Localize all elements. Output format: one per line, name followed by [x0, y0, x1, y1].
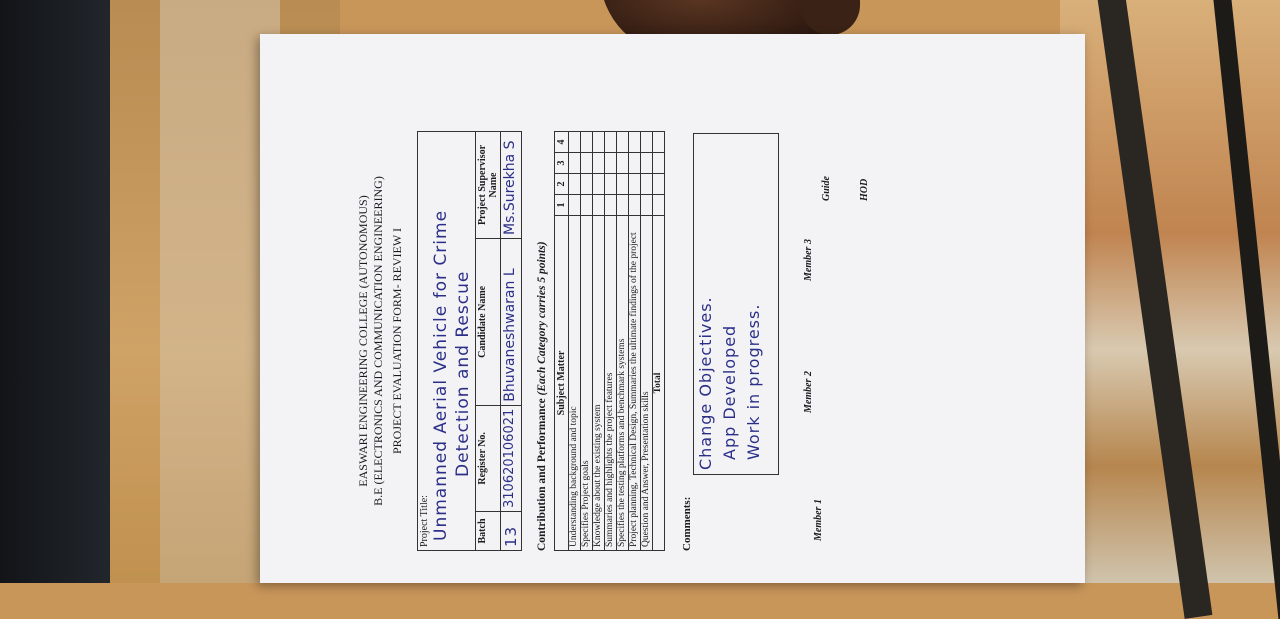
performance-note: (Each Category carries 5 points) — [536, 241, 548, 396]
score-header-2: 2 — [555, 174, 569, 195]
project-title-cell — [418, 132, 476, 551]
score-header-1: 1 — [555, 195, 569, 216]
college-name: EASWARI ENGINEERING COLLEGE (AUTONOMOUS) — [356, 195, 370, 487]
table-row: Specifies Project goals — [581, 132, 593, 551]
supervisor-value: Ms.Surekha S — [501, 132, 522, 239]
form-content — [260, 34, 1085, 583]
register-no-header: Register No. — [476, 405, 501, 511]
batch-header: Batch — [476, 512, 501, 551]
project-info-table — [417, 131, 522, 551]
project-title-line2: Detection and Rescue — [453, 270, 473, 477]
performance-title: Contribution and Performance (Each Category carries 5 points) — [536, 241, 548, 551]
form-title: PROJECT EVALUATION FORM- REVIEW I — [390, 228, 404, 455]
member3-signature: Member 3 — [803, 239, 814, 281]
table-row: Project planning, Technical Design, Summaries the ultimate findings of the project — [629, 132, 641, 551]
comment-line-2: App Developed — [720, 324, 739, 460]
total-row: Total — [653, 132, 665, 551]
score-header-3: 3 — [555, 153, 569, 174]
register-no-value: 310620106021 — [501, 405, 522, 511]
batch-value: 13 — [501, 512, 522, 551]
signature-section — [803, 131, 873, 551]
table-row: Question and Answer, Presentation skills — [641, 132, 653, 551]
hod-signature: HOD — [859, 178, 870, 201]
candidate-name-header: Candidate Name — [476, 239, 501, 406]
table-row: Knowledge about the existing system — [593, 132, 605, 551]
table-row: Summaries and highlights the project features — [605, 132, 617, 551]
comments-box — [693, 133, 779, 475]
performance-table — [554, 131, 665, 551]
project-title-label: Project Title: — [419, 495, 430, 547]
comment-line-3: Work in progress. — [744, 303, 763, 460]
member1-signature: Member 1 — [813, 499, 824, 541]
form-header — [356, 131, 405, 551]
project-title-line1: Unmanned Aerial Vehicle for Crime — [431, 209, 451, 541]
subject-matter-header: Subject Matter — [555, 216, 569, 551]
guide-signature: Guide — [821, 176, 832, 201]
comments-label: Comments: — [681, 496, 693, 551]
score-header-4: 4 — [555, 132, 569, 153]
table-row: Understanding background and topic — [569, 132, 581, 551]
supervisor-header: Project Supervisor Name — [476, 132, 501, 239]
evaluation-form-paper — [260, 34, 1085, 583]
department-name: B.E (ELECTRONICS AND COMMUNICATION ENGINEERING) — [371, 176, 385, 506]
member2-signature: Member 2 — [803, 371, 814, 413]
comment-line-1: Change Objectives. — [696, 296, 715, 470]
table-row: Specifies the testing platforms and benchmark systems — [617, 132, 629, 551]
candidate-name-value: Bhuvaneshwaran L — [501, 239, 522, 406]
